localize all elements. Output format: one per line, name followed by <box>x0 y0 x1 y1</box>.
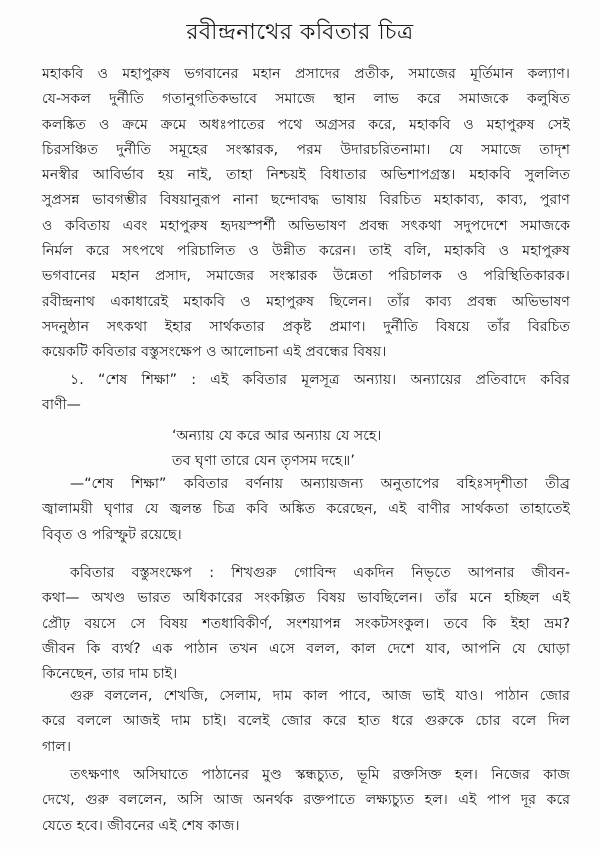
text-line: রবীন্দ্রনাথ একাধারেই মহাকবি ও মহাপুরুষ ছিলেন। তাঁর কাব্য প্রবন্ধ অভিভাষণ <box>42 293 570 310</box>
text-line: কথা— অখণ্ড ভারত অধিকারের সংকল্পিত বিষয় ভাবছিলেন। তাঁর মনে হচ্ছিল এই <box>42 590 570 607</box>
text-line: জীবন কি ব্যর্থ? এক পাঠান তখন এসে বলল, কাল দেশে যাব, আপনি যে ঘোড়া <box>42 640 570 657</box>
verse-line: তব ঘৃণা তারে যেন তৃণসম দহে॥’ <box>172 453 355 469</box>
text-line: বিবৃত ও পরিস্ফুট রয়েছে। <box>42 526 182 543</box>
text-line: জ্বালাময়ী ঘৃণার যে জ্বলন্ত চিত্র কবি অঙ্কিত করেছেন, এই বাণীর সার্থকতা তাহাতেই <box>42 501 570 518</box>
text-line: কয়েকটি কবিতার বস্তুসংক্ষেপ ও আলোচনা এই প্রবন্ধের বিষয়। <box>42 344 387 361</box>
text-line: গাল। <box>42 738 72 755</box>
summary-paragraph <box>42 561 570 687</box>
text-line: ও কবিতায় এবং মহাপুরুষ হৃদয়স্পর্শী অভিভাষণ প্রবন্ধ সৎকথা সদুপদেশে সমাজকে <box>42 217 570 234</box>
text-line: মহাকবি ও মহাপুরুষ ভগবানের মহান প্রসাদের প্রতীক, সমাজের মূর্তিমান কল্যাণ। <box>42 66 570 82</box>
text-line: ভগবানের মহান প্রসাদ, সমাজের সংস্কারক উন্নেতা পরিচালক ও পরিস্থিতিকারক। <box>42 268 570 285</box>
text-line: যে-সকল দুর্নীতি গতানুগতিকভাবে সমাজে স্থান লাভ করে সমাজকে কলুষিত <box>42 91 570 108</box>
verse-quote <box>172 424 382 474</box>
section-1-heading <box>42 368 570 419</box>
text-line: নির্মল করে সৎপথে পরিচালিত ও উন্নীত করেন। তাই বলি, মহাকবি ও মহাপুরুষ <box>42 243 570 260</box>
text-line: চিরসঞ্চিত দুর্নীতি সমূহের সংস্কারক, পরম উদারচরিতনামা। যে সমাজে তাদৃশ <box>42 141 570 158</box>
final-paragraph <box>42 763 570 839</box>
text-line: তৎক্ষণাৎ অসিঘাতে পাঠানের মুণ্ড স্কন্ধচ্যুত, ভূমি রক্তসিক্ত হল। নিজের কাজ <box>70 767 570 783</box>
text-line: মনস্বীর আবির্ভাব হয় নাই, তাহা নিশ্চয়ই বিধাতার অভিশাপগ্রস্ত। মহাকবি সুললিত <box>42 167 570 184</box>
guru-paragraph <box>42 684 570 760</box>
intro-paragraph <box>42 62 570 366</box>
text-line: করে বললে আজই দাম চাই। বলেই জোর করে হাত ধরে গুরুকে চোর বলে দিল <box>42 713 570 730</box>
text-line: কলঙ্কিত ও ক্রমে ক্রমে অধঃপাতের পথে অগ্রসর করে, মহাকবি ও মহাপুরুষ সেই <box>42 116 570 133</box>
text-line: কিনেছেন, তার দাম চাই। <box>42 666 178 683</box>
text-line: বাণী— <box>42 397 81 414</box>
text-line: ১. “শেষ শিক্ষা” : এই কবিতার মূলসূত্র অন্যায়। অন্যায়ের প্রতিবাদে কবির <box>70 372 570 388</box>
text-line: সুপ্রসন্ন ভাবগম্ভীর বিষয়ানুরূপ নানা ছন্দোবদ্ধ ভাষায় বিরচিত মহাকাব্য, কাব্য, পুরাণ <box>42 192 570 209</box>
text-line: সদনুষ্ঠান সৎকথা ইহার সার্থকতার প্রকৃষ্ট প্রমাণ। দুর্নীতি বিষয়ে তাঁর বিরচিত <box>42 318 570 335</box>
text-line: প্রৌঢ় বয়সে সে বিষয় শতধাবিকীর্ণ, সংশয়াপন্ন সংকটসংকুল। তবে কি ইহা ভ্রম? <box>42 615 570 632</box>
verse-line: ‘অন্যায় যে করে আর অন্যায় যে সহে। <box>172 428 382 444</box>
text-line: —“শেষ শিক্ষা” কবিতার বর্ণনায় অন্যায়জন্য অনুতাপের বহিঃসদৃশীতা তীব্র <box>70 476 570 492</box>
page-title: রবীন্দ্রনাথের কবিতার চিত্র <box>186 20 414 45</box>
text-line: যেতে হবে। জীবনের এই শেষ কাজ। <box>42 817 240 834</box>
text-line: কবিতার বস্তুসংক্ষেপ : শিখগুরু গোবিন্দ একদিন নিভৃতে আপনার জীবন- <box>70 565 570 581</box>
commentary-paragraph <box>42 472 570 548</box>
text-line: গুরু বললেন, শেখজি, সেলাম, দাম কাল পাবে, আজ ভাই যাও। পাঠান জোর <box>70 688 570 704</box>
text-line: দেখে, গুরু বললেন, অসি আজ অনর্থক রক্তপাতে লক্ষ্যচ্যুত হল। এই পাপ দূর করে <box>42 792 570 809</box>
